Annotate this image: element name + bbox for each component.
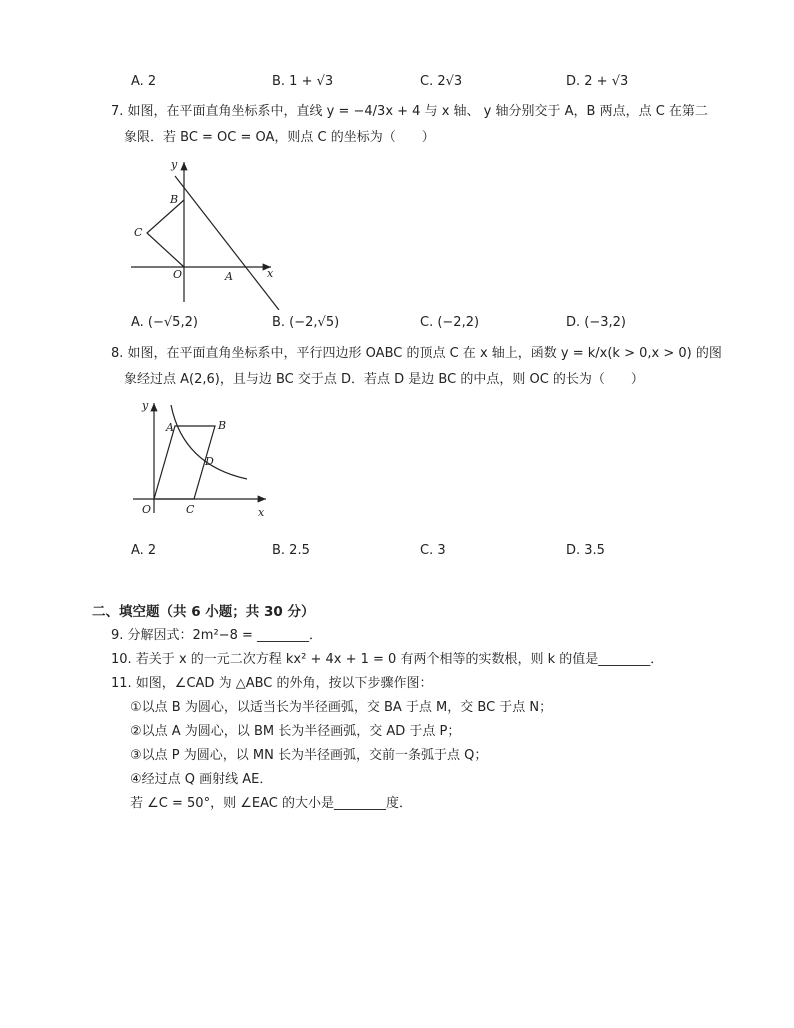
q8-label-b: B bbox=[218, 419, 227, 432]
q11-line-2: ①以点 B 为圆心，以适当长为半径画弧，交 BA 于点 M，交 BC 于点 N； bbox=[130, 700, 553, 715]
q7-line-ab bbox=[175, 176, 279, 310]
q7-label-a: A bbox=[225, 270, 233, 283]
q7-label-x: x bbox=[267, 267, 274, 280]
q8-label-a: A bbox=[166, 421, 174, 434]
q6-option-c: C. 2√3 bbox=[420, 74, 463, 89]
q7-label-c: C bbox=[134, 226, 143, 239]
section-title-fill-in: 二、填空题（共 6 小题；共 30 分） bbox=[92, 604, 315, 620]
q8-label-x: x bbox=[258, 506, 265, 519]
q7-option-c: C. (−2,2) bbox=[420, 315, 480, 330]
q8-label-d: D bbox=[205, 455, 214, 468]
q6-option-b: B. 1 + √3 bbox=[272, 74, 334, 89]
q7-segments-bc-co bbox=[147, 200, 184, 267]
q8-option-c: C. 3 bbox=[420, 543, 446, 558]
q8-option-d: D. 3.5 bbox=[566, 543, 605, 558]
q11-line-6: 若 ∠C = 50°，则 ∠EAC 的大小是________度． bbox=[130, 796, 412, 811]
q8-label-o: O bbox=[142, 503, 152, 516]
q8-text-line2: 象经过点 A(2,6)，且与边 BC 交于点 D．若点 D 是边 BC 的中点，则 OC 的长为（ ） bbox=[124, 372, 644, 387]
q8-text-line1: 8. 如图，在平面直角坐标系中，平行四边形 OABC 的顶点 C 在 x 轴上，函数 y = k/x(k > 0,x > 0) 的图 bbox=[111, 346, 722, 361]
q6-option-a: A. 2 bbox=[131, 74, 157, 89]
q11-line-5: ④经过点 Q 画射线 AE． bbox=[130, 772, 273, 787]
q8-figure bbox=[125, 395, 275, 525]
q8-option-b: B. 2.5 bbox=[272, 543, 310, 558]
q11-line-4: ③以点 P 为圆心，以 MN 长为半径画弧，交前一条弧于点 Q； bbox=[130, 748, 488, 763]
q7-text-line2: 象限．若 BC = OC = OA，则点 C 的坐标为（ ） bbox=[124, 130, 435, 145]
q6-option-d: D. 2 + √3 bbox=[566, 74, 629, 89]
q8-label-c: C bbox=[186, 503, 195, 516]
q9-text: 9. 分解因式：2m²−8 = ________． bbox=[111, 628, 323, 643]
q8-option-a: A. 2 bbox=[131, 543, 157, 558]
q7-label-o: O bbox=[173, 268, 183, 281]
q11-line-3: ②以点 A 为圆心，以 BM 长为半径画弧，交 AD 于点 P； bbox=[130, 724, 461, 739]
q7-figure bbox=[125, 150, 285, 310]
q8-label-y: y bbox=[142, 399, 149, 412]
q7-option-b: B. (−2,√5) bbox=[272, 315, 340, 330]
q10-text: 10. 若关于 x 的一元二次方程 kx² + 4x + 1 = 0 有两个相等的实数根，则 k 的值是________． bbox=[111, 652, 664, 667]
q7-text-line1: 7. 如图，在平面直角坐标系中，直线 y = −4/3x + 4 与 x 轴、 y 轴分别交于 A，B 两点，点 C 在第二 bbox=[111, 104, 708, 119]
q7-option-d: D. (−3,2) bbox=[566, 315, 626, 330]
q7-label-y: y bbox=[171, 158, 178, 171]
q7-label-b: B bbox=[170, 193, 179, 206]
q7-option-a: A. (−√5,2) bbox=[131, 315, 198, 330]
q11-line-1: 11. 如图，∠CAD 为 △ABC 的外角，按以下步骤作图： bbox=[111, 676, 433, 691]
